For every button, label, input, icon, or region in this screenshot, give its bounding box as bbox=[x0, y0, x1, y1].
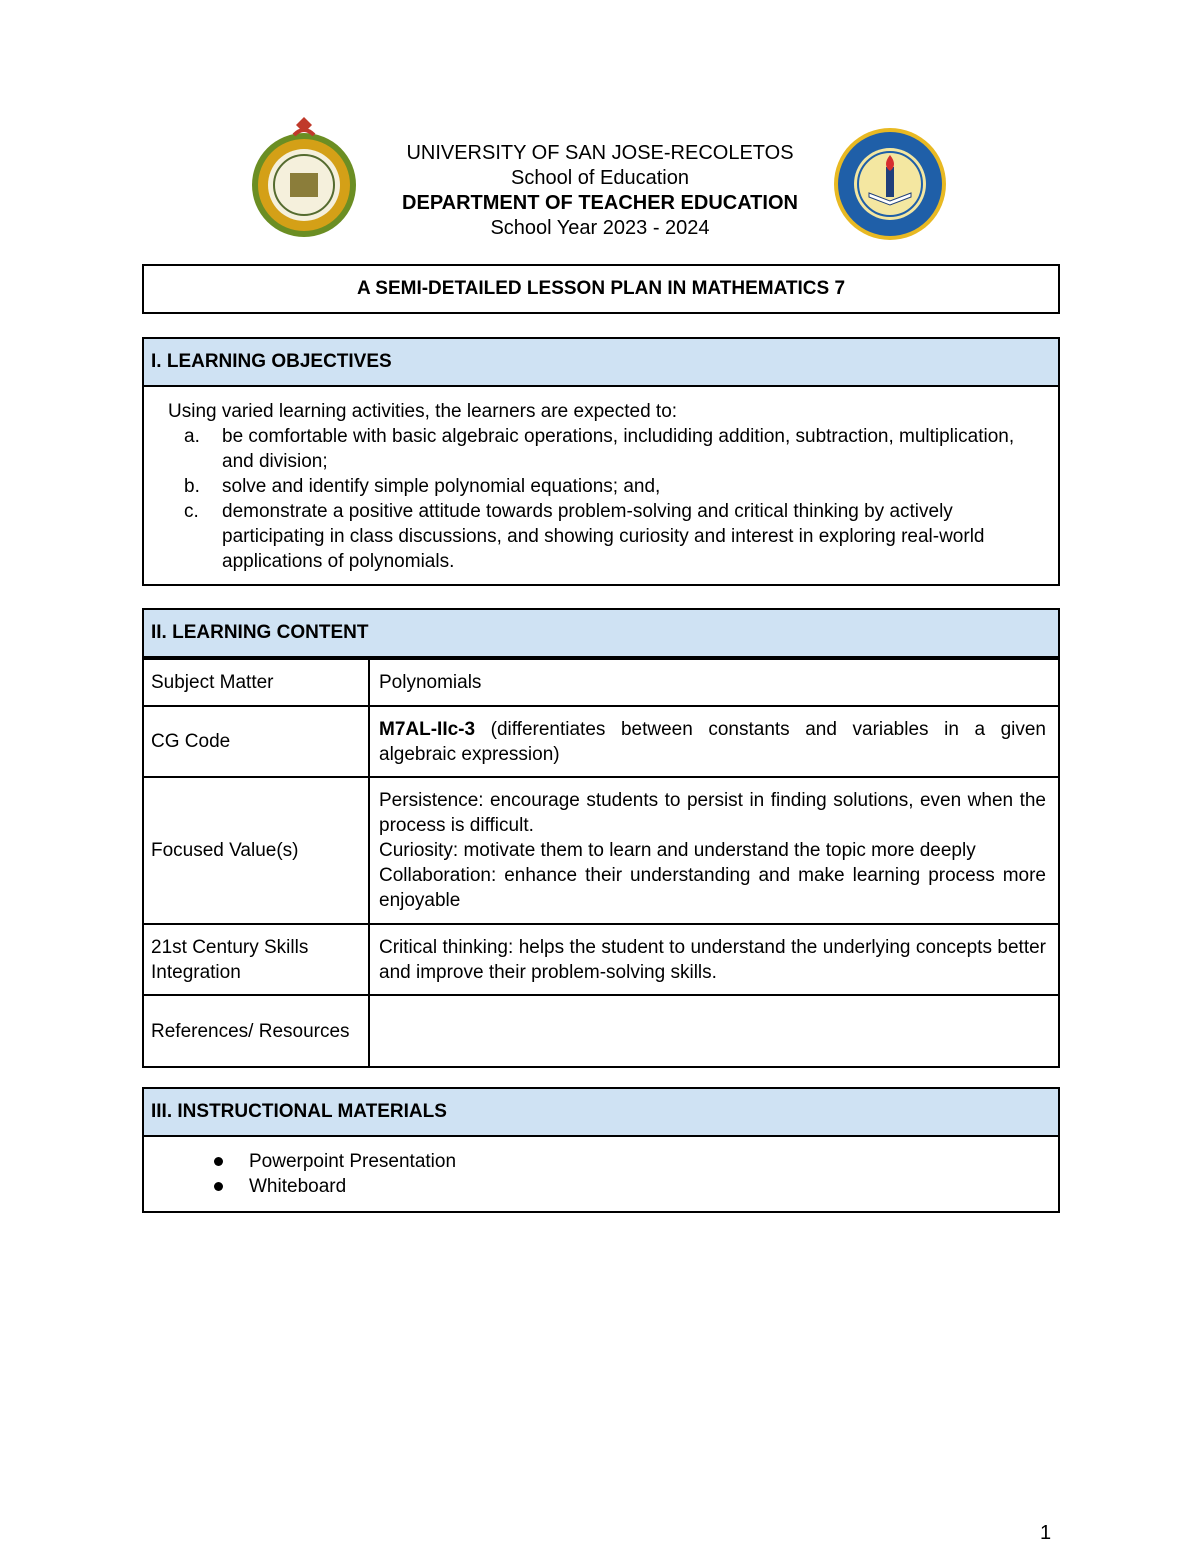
list-item bbox=[214, 1149, 1038, 1174]
row-label: References/ Resources bbox=[144, 996, 370, 1066]
department-name: DEPARTMENT OF TEACHER EDUCATION bbox=[402, 192, 798, 214]
page-number: 1 bbox=[1040, 1522, 1052, 1544]
objective-text: solve and identify simple polynomial equations; and, bbox=[222, 476, 661, 497]
material-text: Powerpoint Presentation bbox=[249, 1151, 457, 1172]
objectives-intro: Using varied learning activities, the learners are expected to: bbox=[168, 401, 678, 422]
table-row bbox=[144, 705, 1058, 776]
value-line: Curiosity: motivate them to learn and understand the topic more deeply bbox=[379, 840, 976, 861]
school-name: School of Education bbox=[511, 167, 689, 189]
table-row bbox=[144, 776, 1058, 923]
objective-text: be comfortable with basic algebraic operations, includiding addition, subtraction, multiplication, and division; bbox=[222, 426, 1015, 472]
instructional-materials-section bbox=[142, 1087, 1060, 1213]
list-marker: b. bbox=[184, 476, 200, 497]
row-label: CG Code bbox=[144, 707, 370, 776]
list-item bbox=[168, 424, 1038, 474]
value-line: Persistence: encourage students to persist in finding solutions, even when the process is difficult. bbox=[379, 790, 1046, 836]
row-label: Subject Matter bbox=[144, 660, 370, 705]
value-line: Collaboration: enhance their understanding and make learning process more enjoyable bbox=[379, 865, 1046, 911]
subject-matter-value: Polynomials bbox=[379, 672, 482, 693]
bullet-icon bbox=[214, 1182, 223, 1191]
list-marker: c. bbox=[184, 501, 199, 522]
section-heading: II. LEARNING CONTENT bbox=[144, 610, 1058, 658]
learning-content-section bbox=[142, 608, 1060, 1068]
cg-code-description: (differentiates between constants and variables in a given algebraic expression) bbox=[379, 718, 1046, 765]
document-header bbox=[0, 0, 1200, 250]
row-value bbox=[370, 778, 1058, 923]
list-item bbox=[168, 499, 1038, 574]
bullet-icon bbox=[214, 1157, 223, 1166]
row-label: 21st Century Skills Integration bbox=[144, 925, 370, 994]
row-value bbox=[370, 925, 1058, 994]
material-text: Whiteboard bbox=[249, 1176, 347, 1197]
row-value bbox=[370, 996, 1058, 1066]
list-marker: a. bbox=[184, 426, 200, 447]
row-value bbox=[370, 707, 1058, 776]
school-of-education-seal-icon bbox=[833, 127, 947, 241]
lesson-plan-title: A SEMI-DETAILED LESSON PLAN IN MATHEMATICS 7 bbox=[142, 264, 1060, 314]
section-heading: I. LEARNING OBJECTIVES bbox=[144, 339, 1058, 387]
university-name: UNIVERSITY OF SAN JOSE-RECOLETOS bbox=[406, 142, 794, 164]
row-value bbox=[370, 660, 1058, 705]
objective-text: demonstrate a positive attitude towards problem-solving and critical thinking by actively participating in class discussions, and showing curiosity and interest in exploring real-world applications of polynomials. bbox=[222, 501, 985, 572]
list-item bbox=[168, 474, 1038, 499]
row-label: Focused Value(s) bbox=[144, 778, 370, 923]
school-year: School Year 2023 - 2024 bbox=[490, 217, 710, 239]
cg-code: M7AL-IIc-3 bbox=[379, 718, 476, 740]
learning-objectives-section bbox=[142, 337, 1060, 586]
header-text-block bbox=[380, 141, 820, 241]
skills-value: Critical thinking: helps the student to understand the underlying concepts better and improve their problem-solving skills. bbox=[379, 936, 1046, 983]
university-seal-icon bbox=[250, 115, 358, 239]
table-row bbox=[144, 923, 1058, 994]
table-row bbox=[144, 658, 1058, 705]
section-heading: III. INSTRUCTIONAL MATERIALS bbox=[144, 1089, 1058, 1137]
table-row bbox=[144, 994, 1058, 1066]
list-item bbox=[214, 1174, 1038, 1199]
materials-list bbox=[214, 1149, 1038, 1199]
objectives-list bbox=[168, 424, 1038, 574]
